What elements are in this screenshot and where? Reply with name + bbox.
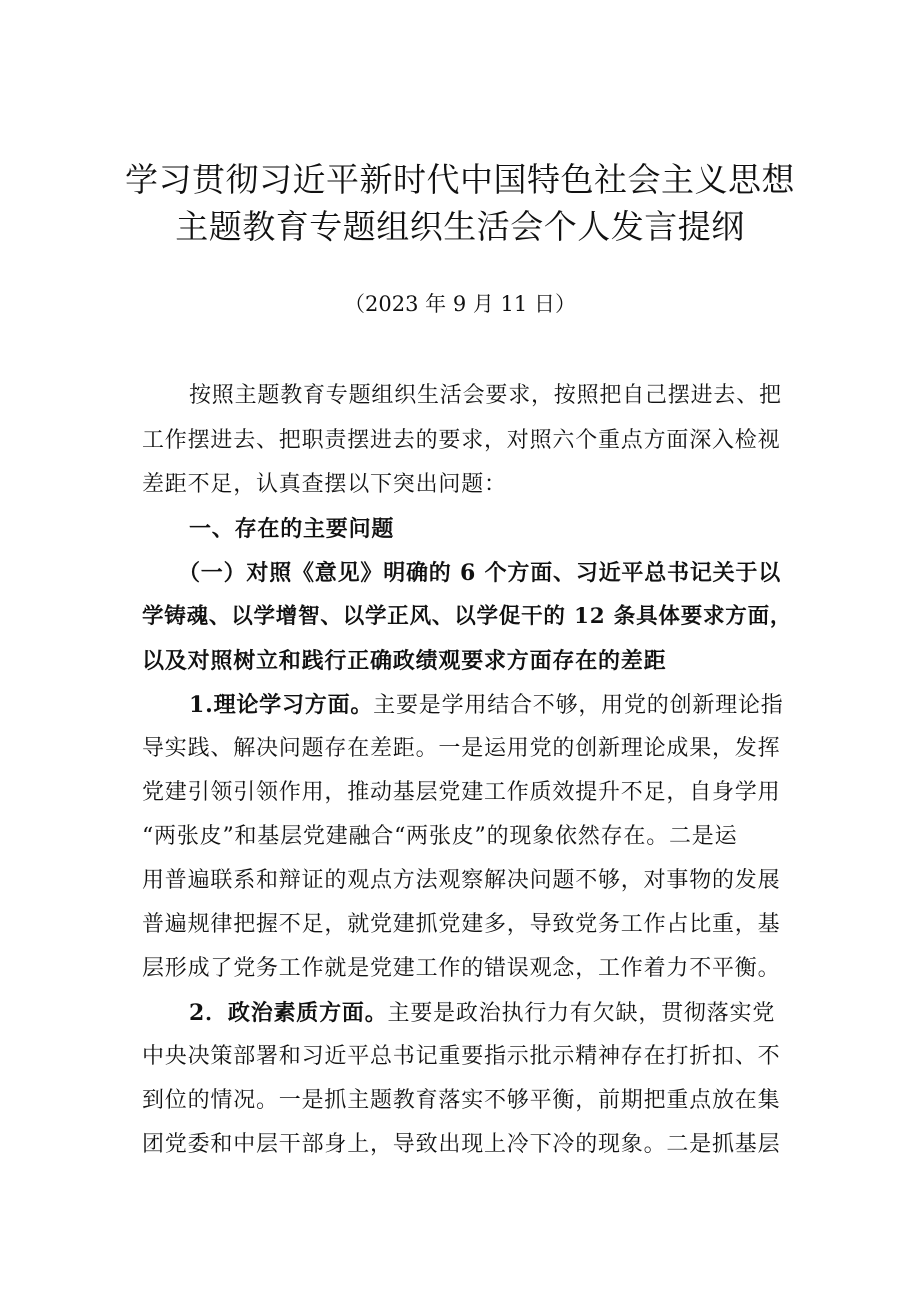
section-heading-text: 一、存在的主要问题 — [189, 516, 395, 542]
item-1-line: 普遍规律把握不足，就党建抓党建多，导致党务工作占比重，基 — [142, 912, 781, 937]
item-2-line: 中央决策部署和习近平总书记重要指示批示精神存在打折扣、不 — [142, 1044, 781, 1069]
item-2-first-line — [189, 1002, 775, 1025]
intro-line: 差距不足，认真查摆以下突出问题： — [142, 472, 507, 497]
item-2-first-rest: 主要是政治执行力有欠缺，贯彻落实党 — [387, 1001, 776, 1026]
item-1-line: 党建引领引领作用，推动基层党建工作质效提升不足，自身学用 — [142, 780, 781, 805]
item-1-line: 用普遍联系和辩证的观点方法观察解决问题不够，对事物的发展 — [142, 868, 781, 893]
item-1-first-line — [189, 694, 784, 717]
document-title-line-2: 主题教育专题组织生活会个人发言提纲 — [175, 207, 745, 246]
document-date: （2023 年 9 月 11 日） — [344, 292, 576, 316]
item-2-line: 团党委和中层干部身上，导致出现上冷下冷的现象。二是抓基层 — [142, 1132, 781, 1157]
item-1-lead: 1.理论学习方面。 — [189, 692, 374, 718]
intro-line: 按照主题教育专题组织生活会要求，按照把自己摆进去、把 — [189, 383, 782, 408]
intro-line: 工作摆进去、把职责摆进去的要求，对照六个重点方面深入检视 — [142, 428, 781, 453]
subsection-line: （一）对照《意见》明确的 6 个方面、习近平总书记关于以 — [178, 560, 782, 586]
document-title-line-1: 学习贯彻习近平新时代中国特色社会主义思想 — [125, 160, 795, 199]
item-2-lead: 2．政治素质方面。 — [189, 1000, 388, 1026]
item-1-line: 层形成了党务工作就是党建工作的错误观念，工作着力不平衡。 — [142, 956, 781, 981]
item-1-first-rest: 主要是学用结合不够，用党的创新理论指 — [373, 693, 784, 718]
item-1-line: “两张皮”和基层党建融合“两张皮”的现象依然存在。二是运 — [142, 824, 738, 849]
item-2-line: 到位的情况。一是抓主题教育落实不够平衡，前期把重点放在集 — [142, 1088, 781, 1113]
subsection-line: 以及对照树立和践行正确政绩观要求方面存在的差距 — [142, 648, 667, 674]
item-1-line: 导实践、解决问题存在差距。一是运用党的创新理论成果，发挥 — [142, 736, 781, 761]
subsection-line: 学铸魂、以学增智、以学正风、以学促干的 12 条具体要求方面， — [142, 604, 793, 629]
